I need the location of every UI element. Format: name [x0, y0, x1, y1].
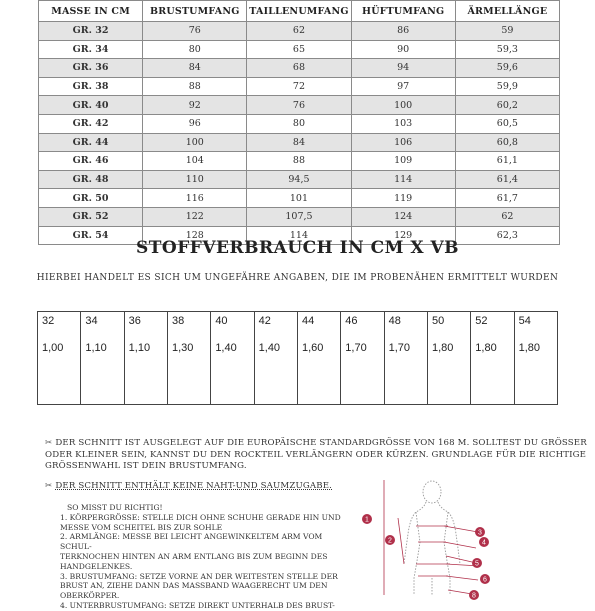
measure-cell: 104: [143, 152, 247, 171]
fabric-value: 1,80: [475, 342, 497, 354]
measure-cell: 59,9: [455, 77, 559, 96]
size-table-row: [39, 189, 560, 208]
measure-cell: 96: [143, 114, 247, 133]
fabric-value: 1,60: [301, 342, 324, 354]
header-taillenumfang: TAILLENUMFANG: [247, 1, 351, 22]
fabric-value: 1,30: [171, 342, 194, 354]
size-table-row: [39, 207, 560, 226]
fabric-value: 1,80: [431, 342, 454, 354]
measure-cell: 109: [351, 152, 455, 171]
measure-line: 2. ARMLÄNGE: MESSE BEI LEICHT ANGEWINKELTEM ARM VOM SCHUL-: [60, 532, 323, 552]
measure-cell: 119: [351, 189, 455, 208]
fabric-size: 48: [388, 315, 401, 327]
size-label-cell: GR. 52: [39, 207, 143, 226]
measure-cell: 129: [351, 226, 455, 245]
measure-cell: 100: [143, 133, 247, 152]
note1-line1: DER SCHNITT IST AUSGELEGT AUF DIE EUROPÄISCHE STANDARDGRÖSSE VON 168 M. SOLLTEST DU GRÖSSER: [55, 438, 587, 448]
measure-cell: 114: [247, 226, 351, 245]
size-label-cell: GR. 48: [39, 170, 143, 189]
fabric-value: 1,40: [215, 342, 237, 354]
measure-marker-label: 3: [478, 529, 482, 537]
measure-marker-label: 2: [388, 537, 392, 545]
size-table-row: [39, 170, 560, 189]
fabric-size: 36: [128, 315, 141, 327]
size-table-row: [39, 59, 560, 78]
measure-line: 3. BRUSTUMFANG: SETZE VORNE AN DER WEITESTEN STELLE DER: [60, 571, 338, 581]
measure-cell: 60,5: [455, 114, 559, 133]
measure-marker-label: 5: [475, 560, 479, 568]
measure-cell: 106: [351, 133, 455, 152]
fabric-value: 1,10: [85, 342, 107, 354]
size-label-cell: GR. 38: [39, 77, 143, 96]
measure-line: BRUST AN, ZIEHE DANN DAS MASSBAND WAAGERECHT UM DEN: [60, 581, 328, 591]
measure-cell: 72: [247, 77, 351, 96]
measure-cell: 92: [143, 96, 247, 115]
measure-cell: 61,7: [455, 189, 559, 208]
size-label-cell: GR. 46: [39, 152, 143, 171]
measure-cell: 86: [351, 22, 455, 41]
measure-cell: 94: [351, 59, 455, 78]
measure-cell: 80: [143, 40, 247, 59]
fabric-size: 38: [171, 315, 185, 327]
fabric-cell: [211, 312, 254, 405]
measure-cell: 76: [143, 22, 247, 41]
measure-cell: 62,3: [455, 226, 559, 245]
measure-cell: 65: [247, 40, 351, 59]
measure-cell: 128: [143, 226, 247, 245]
measure-cell: 61,1: [455, 152, 559, 171]
measure-cell: 90: [351, 40, 455, 59]
size-table-row: [39, 114, 560, 133]
fabric-cell: [254, 312, 297, 405]
scissors-icon: ✂: [45, 438, 53, 448]
measure-instructions: [60, 503, 350, 611]
fabric-cell: [167, 312, 210, 405]
measure-cell: 59,3: [455, 40, 559, 59]
note-seam-allowance: [45, 481, 332, 493]
measure-cell: 94,5: [247, 170, 351, 189]
measure-cell: 124: [351, 207, 455, 226]
measure-cell: 80: [247, 114, 351, 133]
scissors-icon: ✂: [45, 481, 53, 491]
measure-line: 4. UNTERBRUSTUMFANG: SETZE DIREKT UNTERHALB DES BRUST-: [60, 600, 335, 610]
header-masse: MASSE IN CM: [39, 1, 143, 22]
fabric-title: STOFFVERBRAUCH IN CM X VB: [135, 238, 459, 258]
fabric-cell: [297, 312, 340, 405]
fabric-value: 1,40: [258, 342, 281, 354]
measure-cell: 116: [143, 189, 247, 208]
fabric-cell: [38, 312, 81, 405]
measure-cell: 60,2: [455, 96, 559, 115]
note-size-basis: [45, 438, 587, 473]
measure-cell: 110: [143, 170, 247, 189]
measure-cell: 61,4: [455, 170, 559, 189]
measure-cell: 68: [247, 59, 351, 78]
header-aermellaenge: ÄRMELLÄNGE: [455, 1, 559, 22]
fabric-table: [37, 311, 558, 405]
body-measure-figure: [360, 478, 510, 600]
size-label-cell: GR. 54: [39, 226, 143, 245]
fabric-cell: [341, 312, 384, 405]
size-label-cell: GR. 40: [39, 96, 143, 115]
fabric-size: 54: [518, 315, 531, 327]
measure-line: OBERKÖRPER.: [60, 591, 120, 601]
size-label-cell: GR. 50: [39, 189, 143, 208]
note1-line3: GRÖSSENWAHL IST DEIN BRUSTUMFANG.: [45, 461, 247, 471]
header-brustumfang: BRUSTUMFANG: [143, 1, 247, 22]
size-table-row: [39, 96, 560, 115]
measure-marker-label: 4: [482, 539, 486, 547]
fabric-size: 42: [258, 315, 271, 327]
size-table-row: [39, 77, 560, 96]
measure-cell: 88: [143, 77, 247, 96]
note2-text: DER SCHNITT ENTHÄLT KEINE NAHT-UND SAUMZUGABE.: [55, 481, 333, 491]
fabric-size: 34: [85, 315, 98, 327]
measure-cell: 101: [247, 189, 351, 208]
note1-line2: ODER KLEINER SEIN, KANNST DU DEN ROCKTEIL VERLÄNGERN ODER KÜRZEN. GRUNDLAGE FÜR DIE RICHTIGE: [45, 449, 587, 460]
fabric-cell: [427, 312, 470, 405]
size-label-cell: GR. 42: [39, 114, 143, 133]
fabric-cell: [384, 312, 427, 405]
fabric-cell: [514, 312, 557, 405]
measure-cell: 88: [247, 152, 351, 171]
measure-line: MESSE VOM SCHEITEL BIS ZUR SOHLE: [60, 522, 223, 532]
fabric-value: 1,10: [128, 342, 151, 354]
measure-cell: 97: [351, 77, 455, 96]
measure-line: HANDGELENKES.: [60, 561, 133, 571]
measure-cell: 107,5: [247, 207, 351, 226]
size-table-row: [39, 152, 560, 171]
fabric-cell: [81, 312, 124, 405]
fabric-value: 1,80: [518, 342, 541, 354]
size-label-cell: GR. 32: [39, 22, 143, 41]
measure-cell: 100: [351, 96, 455, 115]
fabric-subtitle: HIERBEI HANDELT ES SICH UM UNGEFÄHRE ANGABEN, DIE IM PROBENÄHEN ERMITTELT WURDEN: [36, 273, 559, 283]
measure-cell: 59: [455, 22, 559, 41]
fabric-value: 1,70: [345, 342, 367, 354]
header-hueftumfang: HÜFTUMFANG: [351, 1, 455, 22]
fabric-size: 40: [215, 315, 228, 327]
size-table-row: [39, 40, 560, 59]
measure-cell: 62: [455, 207, 559, 226]
measure-cell: 103: [351, 114, 455, 133]
measure-cell: 62: [247, 22, 351, 41]
fabric-size: 52: [475, 315, 488, 327]
measure-marker-label: 8: [472, 592, 476, 600]
measure-heading: SO MISST DU RICHTIG!: [67, 503, 163, 512]
measure-marker-label: 1: [365, 516, 369, 524]
size-table-row: [39, 22, 560, 41]
fabric-row: [38, 312, 558, 405]
measure-cell: 60,8: [455, 133, 559, 152]
size-label-cell: GR. 44: [39, 133, 143, 152]
fabric-size: 46: [345, 315, 358, 327]
size-table-row: [39, 133, 560, 152]
measure-marker-label: 6: [483, 576, 487, 584]
fabric-cell: [471, 312, 514, 405]
fabric-size: 44: [301, 315, 315, 327]
fabric-size: 32: [42, 315, 55, 327]
size-label-cell: GR. 34: [39, 40, 143, 59]
size-label-cell: GR. 36: [39, 59, 143, 78]
fabric-value: 1,00: [42, 342, 64, 354]
fabric-size: 50: [431, 315, 445, 327]
fabric-cell: [124, 312, 167, 405]
size-table-header: [39, 1, 560, 22]
measure-cell: 84: [247, 133, 351, 152]
measure-cell: 84: [143, 59, 247, 78]
measure-cell: 114: [351, 170, 455, 189]
measure-cell: 59,6: [455, 59, 559, 78]
measure-line: 1. KÖRPERGRÖSSE: STELLE DICH OHNE SCHUHE GERADE HIN UND: [60, 512, 341, 522]
measure-cell: 122: [143, 207, 247, 226]
fabric-value: 1,70: [388, 342, 411, 354]
measure-cell: 76: [247, 96, 351, 115]
size-table: [38, 0, 560, 245]
measure-line: TERKNOCHEN HINTEN AN ARM ENTLANG BIS ZUM BEGINN DES: [60, 551, 328, 561]
